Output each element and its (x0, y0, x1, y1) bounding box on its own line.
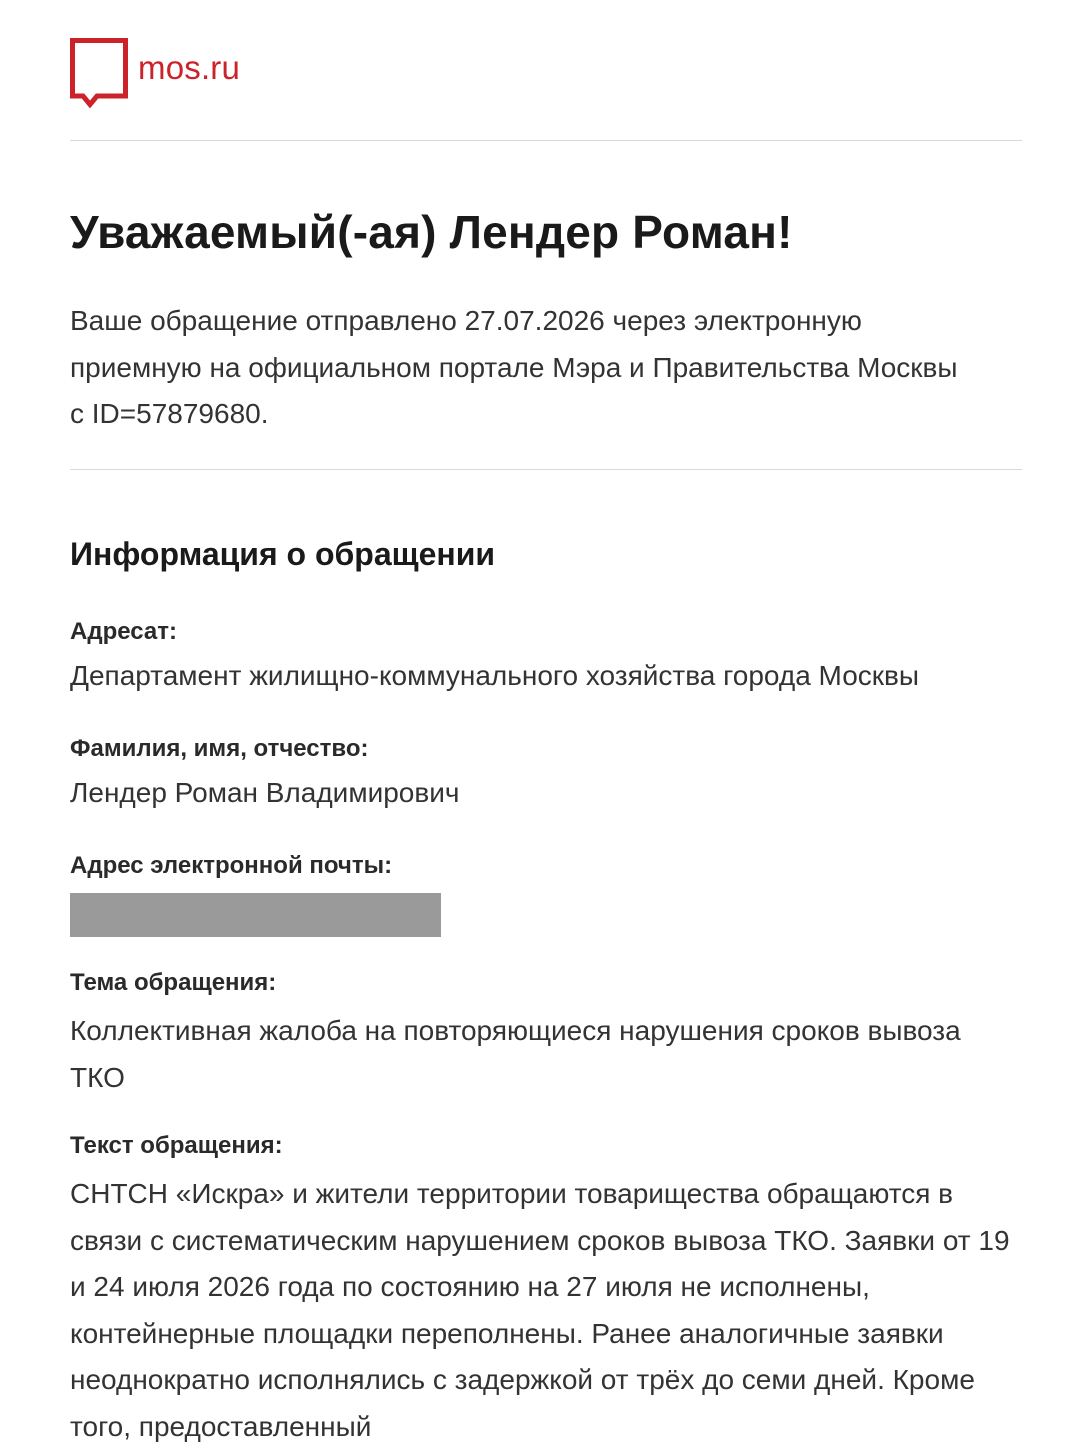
field-value: СНТСН «Искра» и жители территории товарищества обращаются в связи с систематическим нарушением сроков вывоза ТКО. Заявки от 19 и 24 июля 2026 года по состоянию на 27 июля не исполнены, контейнерные площадки переполнены. Ранее аналогичные заявки неоднократно исполнялись с задержкой от трёх до семи дней. Кроме того, предоставленный (70, 1178, 1010, 1442)
section-title: Информация о обращении (70, 536, 496, 572)
field-subject (70, 968, 1022, 1101)
field-label: Адресат: (70, 618, 177, 645)
field-email (70, 851, 1022, 937)
field-value: Лендер Роман Владимирович (70, 777, 460, 808)
intro-text: Ваше обращение отправлено 27.07.2026 через электронную приемную на официальном портале Мэра и Правительства Москвы с ID=57879680. (70, 305, 958, 429)
greeting-heading: Уважаемый(-ая) Лендер Роман! (70, 206, 793, 258)
field-message-text (70, 1131, 1022, 1450)
field-value: Коллективная жалоба на повторяющиеся нарушения сроков вывоза ТКО (70, 1015, 961, 1093)
field-label: Тема обращения: (70, 969, 277, 996)
header-divider (70, 140, 1022, 141)
field-full-name (70, 734, 1022, 817)
section-divider (70, 469, 1022, 470)
mos-ru-logo[interactable] (70, 38, 240, 108)
field-label: Текст обращения: (70, 1132, 283, 1159)
header (70, 0, 1022, 141)
field-addressee (70, 617, 1022, 700)
field-value: Департамент жилищно-коммунального хозяйства города Москвы (70, 660, 920, 691)
field-label: Адрес электронной почты: (70, 852, 393, 879)
logo-text: mos.ru (138, 49, 241, 86)
field-label: Фамилия, имя, отчество: (70, 735, 369, 762)
speech-bubble-icon (70, 38, 128, 108)
redacted-email-block (70, 893, 441, 937)
email-document (70, 0, 1022, 1442)
